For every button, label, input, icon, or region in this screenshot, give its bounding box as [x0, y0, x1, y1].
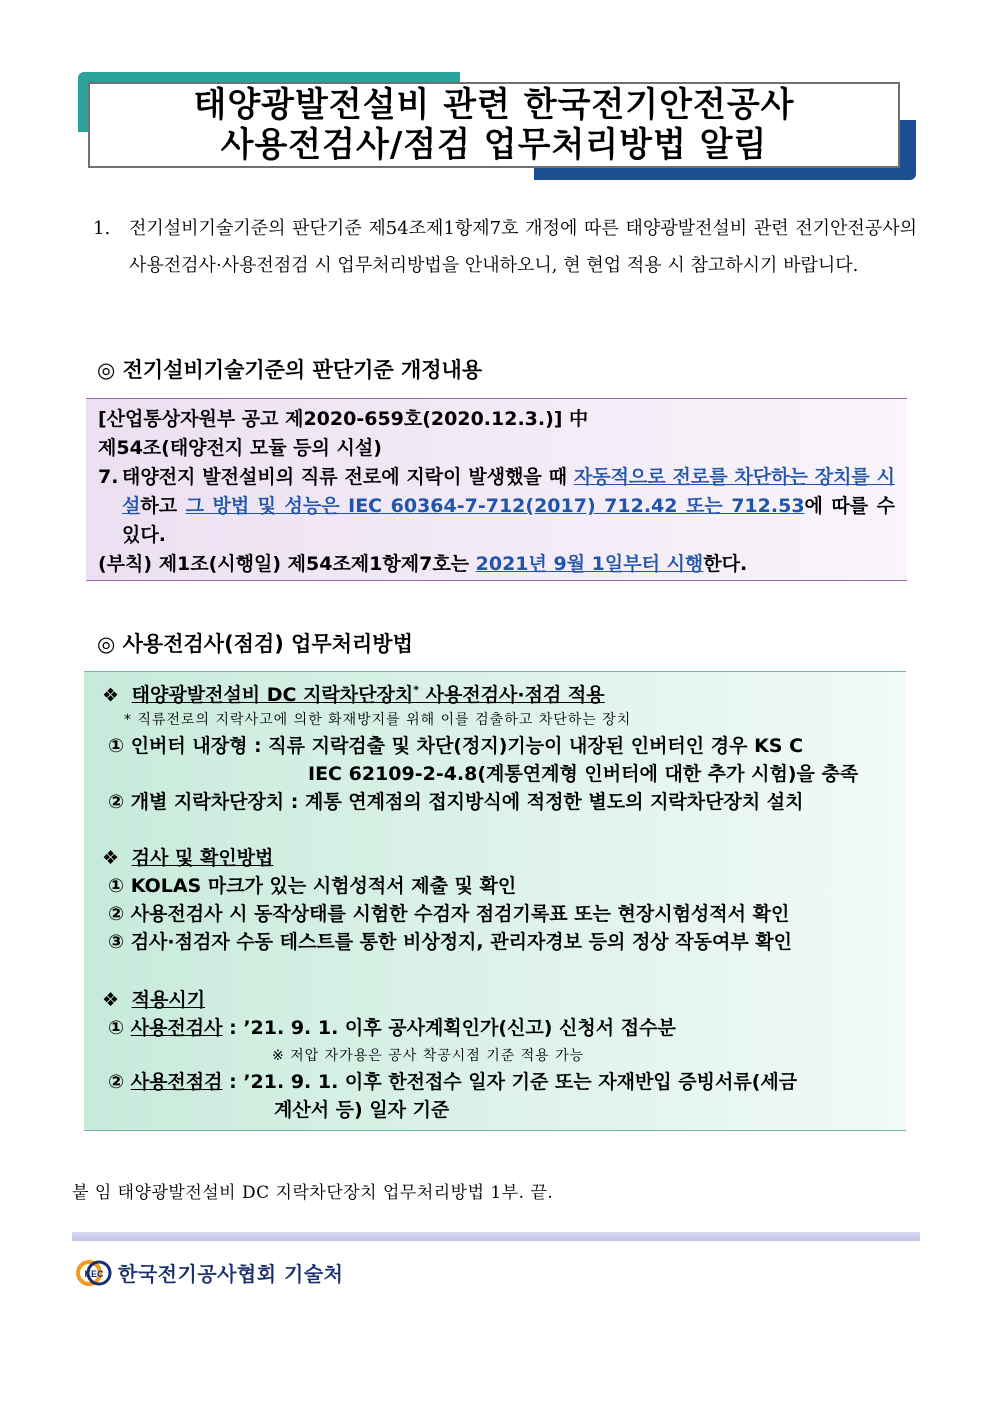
amendment-item-7 — [98, 463, 895, 550]
amendment-notice: [산업통상자원부 공고 제2020-659호(2020.12.3.)] 中 — [98, 408, 589, 430]
item-text-part1: 태양전지 발전설비의 직류 전로에 지락이 발생했을 때 — [122, 466, 574, 488]
item-label: 사용전검사 — [130, 1017, 223, 1039]
procedure-box — [84, 671, 906, 1131]
diamond-bullet-icon: ❖ — [102, 989, 120, 1011]
footer-divider — [72, 1232, 920, 1241]
group2-title: 검사 및 확인방법 — [131, 847, 274, 869]
item-label: 사용전점검 — [130, 1071, 223, 1093]
item-underlined-2: 그 방법 및 성능은 IEC 60364-7-712(2017) 712.42 또는 712.53 — [185, 495, 805, 517]
intro-paragraph — [93, 210, 917, 284]
group1-title — [132, 684, 605, 706]
item-number: ② — [108, 1071, 125, 1093]
footnote-mark: * — [413, 684, 419, 697]
item-text: : ’21. 9. 1. 이후 공사계획인가(신고) 신청서 접수분 — [222, 1017, 676, 1039]
group1-title-text: 태양광발전설비 DC 지락차단장치 — [131, 684, 414, 707]
group2-item1: ① KOLAS 마크가 있는 시험성적서 제출 및 확인 — [108, 875, 517, 897]
supp-underlined-date: 2021년 9월 1일부터 시행 — [475, 553, 704, 575]
group3-heading — [102, 986, 205, 1014]
group3-item1 — [108, 1014, 676, 1042]
title-banner — [78, 72, 916, 180]
item-text: : ’21. 9. 1. 이후 한전접수 일자 기준 또는 자재반입 증빙서류(세금 — [222, 1071, 798, 1093]
diamond-bullet-icon: ❖ — [102, 684, 120, 707]
kec-logo-text: KEC — [84, 1268, 104, 1279]
section2-heading: ◎ 사용전검사(점검) 업무처리방법 — [97, 632, 413, 656]
title-box — [88, 82, 900, 168]
item-text-part2: 하고 — [140, 495, 186, 517]
title-line-1: 태양광발전설비 관련 한국전기안전공사 — [193, 85, 795, 125]
diamond-bullet-icon: ❖ — [102, 847, 120, 869]
item-text-part3: 에 따를 수 있다. — [122, 495, 895, 546]
amendment-article: 제54조(태양전지 모듈 등의 시설) — [98, 437, 382, 459]
group2-heading — [102, 844, 273, 872]
supp-text-1: (부칙) 제1조(시행일) 제54조제1항제7호는 — [98, 553, 476, 575]
amendment-item-text — [122, 463, 895, 550]
group1-heading — [102, 677, 605, 709]
amendment-box — [86, 398, 907, 581]
group3-item2 — [108, 1068, 797, 1096]
group1-item2: ② 개별 지락차단장치 : 계통 연계점의 접지방식에 적정한 별도의 지락차단장치 설치 — [108, 791, 804, 813]
group1-title-tail: 사용전검사·점검 적용 — [419, 684, 605, 707]
intro-text: 전기설비기술기준의 판단기준 제54조제1항제7호 개정에 따른 태양광발전설비 관련 전기안전공사의 사용전검사·사용전점검 시 업무처리방법을 안내하오니, 현 현업 적용 시 참고하시기 바랍니다. — [129, 218, 917, 276]
title-line-2: 사용전검사/점검 업무처리방법 알림 — [220, 125, 768, 165]
group3-item1-note: ※ 저압 자가용은 공사 착공시점 기준 적용 가능 — [272, 1048, 585, 1064]
section1-heading: ◎ 전기설비기술기준의 판단기준 개정내용 — [97, 358, 483, 382]
attachment-line: 붙 임 태양광발전설비 DC 지락차단장치 업무처리방법 1부. 끝. — [72, 1183, 554, 1203]
supplementary-provision — [98, 550, 895, 579]
footer-logo — [76, 1258, 343, 1287]
group2-item2: ② 사용전검사 시 동작상태를 시험한 수검자 점검기록표 또는 현장시험성적서 확인 — [108, 903, 790, 925]
supp-text-2: 한다. — [703, 553, 748, 575]
amendment-item-number: 7. — [98, 466, 119, 488]
item-underlined-1: 자동적으로 전로를 차단하는 장치를 시설 — [122, 466, 896, 517]
group2-item3: ③ 검사·점검자 수동 테스트를 통한 비상정지, 관리자경보 등의 정상 작동여부 확인 — [108, 931, 792, 953]
group1-item1-line2: IEC 62109-2-4.8(계통연계형 인버터에 대한 추가 시험)을 충족 — [308, 763, 859, 785]
group3-title: 적용시기 — [131, 989, 206, 1011]
item-number: ① — [108, 1017, 125, 1039]
group1-footnote: * 직류전로의 지락사고에 의한 화재방지를 위해 이를 검출하고 차단하는 장치 — [124, 712, 632, 728]
intro-number: 1. — [93, 218, 111, 239]
footer-org-name: 한국전기공사협회 기술처 — [118, 1262, 344, 1286]
group1-item1-line1: ① 인버터 내장형 : 직류 지락검출 및 차단(정지)기능이 내장된 인버터인 경우 KS C — [108, 735, 804, 757]
kec-logo-icon — [76, 1260, 112, 1286]
group3-item2-continued: 계산서 등) 일자 기준 — [274, 1099, 450, 1121]
